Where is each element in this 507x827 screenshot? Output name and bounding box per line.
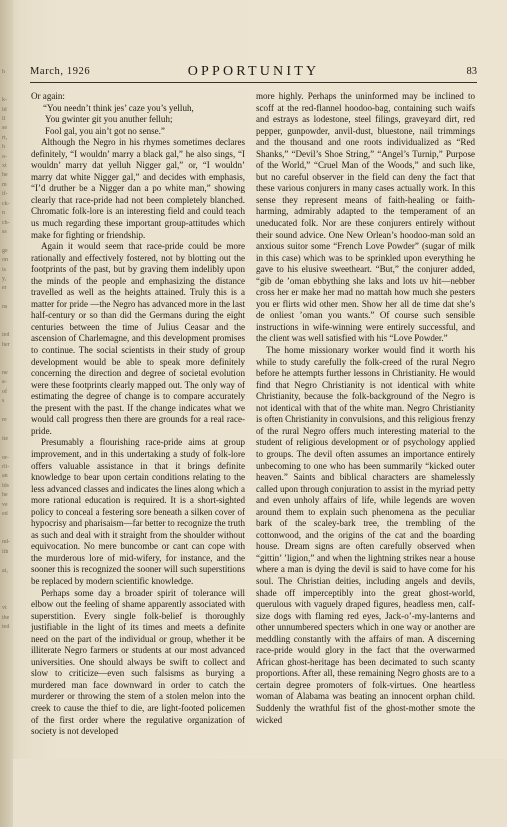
page-number: 83 <box>466 66 477 77</box>
gutter-fragment: se <box>2 125 7 132</box>
gutter-fragment: n <box>2 210 5 217</box>
paragraph: The home missionary worker would find it worth his while to study carefully the folk-creed of the rural Negro before he attempts further lessons in Christianity. He would find that Negro Christianity is not identical with white Christianity, because the folk-background of the Negro is not identical with that of the white man. Negro Christianity is often Christianity in convulsions, and this religious frenzy of the rural Negro offers much interesting material to the student of religious development or of psychology applied to groups. The devil often assumes an importance entirely unbecoming to one who has been summarily “kicked outer heaven.” Saints and biblical characters are shamelessly called upon through conjuration to assist in the myriad petty and even unholy affairs of life, while legends are woven around them to explain such phenomena as the peculiar bark of the scaley-bark tree, the trembling of the cottonwood, and the origins of the cat and the boarding house. Dream signs are often carefully observed when “gittin’ ’ligion,” and when the lightning strikes near a house where a man is dying the devil is said to have come for his soul. The Christian deities, including angels and devils, shade off imperceptibly into the great ghost-world, querulous with vaguely draped figures, headless men, calf-size dogs with flaming red eyes, Jack-o’-my-lanterns and other unnumbered specters which in one way or another are meddling constantly with the affairs of man. A discerning race-pride would glory in the fact that the overwarmed African ghost-heritage has been decimated to such scanty proportions. After all, these remaining Negro ghosts are to a certain degree promoters of folk-virtues. One heartless woman of Alabama was beating an innocent orphan child. Suddenly the wrathful fist of the ghost-mother smote the wicked <box>256 345 475 725</box>
gutter-fragment: rli- <box>2 464 10 471</box>
gutter-fragment: is <box>2 266 7 273</box>
gutter-fragment: of <box>2 388 7 395</box>
gutter-fragment <box>0 322 13 331</box>
gutter-fragment: an <box>2 473 8 480</box>
gutter-fragment <box>0 557 13 566</box>
previous-page-gutter <box>0 0 13 827</box>
paragraph: Perhaps some day a broader spirit of tolerance will elbow out the feeling of shame apparently associated with superstition. Every single folk-belief is thoroughly justifiable in the light of its times and meets a definite need on the part of the individual or group, whether it be illiterate Negro farmers or students at our most advanced universities. One should always be swift to collect and slow to criticize—even such falsisms as burying a murdered man face downward in order to catch the murderer or throwing the stem of a stolen melon into the creek to cause the thief to die, are light-footed policemen of the first order where the regulative organization of society is not developed <box>31 587 245 737</box>
gutter-fragment: ld <box>2 106 7 113</box>
gutter-fragment <box>0 425 13 434</box>
gutter-fragment: ll <box>2 116 6 123</box>
paragraph: Although the Negro in his rhymes sometimes declares definitely, “I wouldn’ marry a black gal,” he also sings, “I wouldn’ marry dat yelluh Nigger gal,” or, “I wouldn’ marry dat white Nigger gal,” and decides with emphasis, “I’d druther be a Nigger dan a po white man,” showing clearly that race-pride had not been completely blanched. Chromatic folk-lore is an interesting field and could teach us much regarding these important group-attitudes which make for fighting or friendship. <box>31 137 245 240</box>
verse-line: Fool gal, you ain’t got no sense.” <box>45 125 165 136</box>
verse-line: “You needn’t think jes’ caze you’s yelluh, <box>43 102 194 113</box>
gutter-fragment: ed <box>2 511 8 518</box>
gutter-fragment: m <box>2 181 7 188</box>
paragraph: Presumably a flourishing race-pride aims at group improvement, and in this undertaking a study of folk-lore offers valuable assistance in that it brings definite knowledge to bear upon certain conditions relating to the less advanced classes and indicates the lines along which a more rational education is required. It is a short-sighted policy to conceal a festering sore beneath a silken cover of hypocrisy and pharisaism—far better to recognize the truth as such and deal with it straight from the shoulder without equivocation. No mere buncombe or cant can cope with the murderous lore of mid-wifery, for instance, and the sooner this is recognized the sooner will such superstitions be replaced by modern scientific knowledge. <box>31 437 245 586</box>
gutter-fragment <box>0 444 13 453</box>
gutter-fragment: vt <box>2 605 7 612</box>
gutter-fragment <box>0 350 13 359</box>
gutter-fragment: a- <box>2 379 7 386</box>
gutter-fragment: ns <box>2 304 8 311</box>
issue-date: March, 1926 <box>30 66 91 77</box>
gutter-fragment: rt, <box>2 134 8 141</box>
gutter-fragment <box>0 294 13 303</box>
gutter-fragment: s <box>2 398 5 405</box>
gutter-fragment: if- <box>2 191 8 198</box>
gutter-fragment: k- <box>2 97 7 104</box>
gutter-fragment: ve <box>2 501 8 508</box>
gutter-fragment: ss <box>2 228 7 235</box>
gutter-fragment <box>0 313 13 322</box>
gutter-fragment <box>0 576 13 585</box>
right-column <box>256 91 475 726</box>
header-rule <box>30 82 477 83</box>
gutter-fragment: ted <box>2 623 10 630</box>
gutter-fragment: re <box>2 417 7 424</box>
paragraph: Again it would seem that race-pride could be more rationally and effectively fostered, not by blotting out the footprints of the past, but by graving them indelibly upon the minds of the people and emphasizing the distance travelled as well as the heights attained. Truly this is a matter for pride —the Negro has advanced more in the last half-century or so than did the Germans during the eight centuries between the time of Julius Ceasar and the ascension of Charlemagne, and this development promises to continue. The social scientists in their study of group development would be able to speak more definitely concerning the direction and degree of societal evolution were these footprints clearly mapped out. The only way of estimating the degree of change is to compare accurately the present with the past. If the change indicates what we would call progress then there are grounds for a real race-pride. <box>31 241 245 436</box>
gutter-fragment <box>0 77 13 86</box>
gutter-fragment: ied <box>2 332 10 339</box>
gutter-fragment: y, <box>2 275 7 282</box>
gutter-fragment: he <box>2 172 8 179</box>
gutter-fragment: her <box>2 341 10 348</box>
paragraph: more highly. Perhaps the uninformed may be inclined to scoff at the red-flannel hoodoo-bag, containing such waifs and estrays as lodestone, steel filings, graveyard dirt, red pepper, gunpowder, anvil-dust, bluestone, nail trimmings and the thousand and one roots individualized as “Red Shanks,” “Devil’s Shoe String,” “Angel’s Turnip,” Purpose of the World,” “Cruel Man of the Woods,” and such like, but no careful observer in the field can deny the fact that these various conjurers in many cases actually work. In this sense they represent means of faith-healing or faith-harming, admirably adapted to the temperament of an uneducated folk. Nor are these conjurers entirely without their sound advice. One New Orlean’s hoodoo-man sold an anxious suitor some “French Love Powder” (sugar of milk in this case) which was to be sprinkled upon everything he gave to his elusive sweetheart. “But,” the conjurer added, “gib de ’oman ebbything she laks and lots uv hit—nebber cross her er make her mad no mattah how much she pesters you er flirts wid other men. Show her all de time dat she’s de onliest ’oman you wants.” Of course such sensible instructions in wife-winning were entirely successful, and the client was well satisfied with his “Love Powder.” <box>256 91 475 344</box>
gutter-fragment: he <box>2 492 8 499</box>
gutter-fragment <box>0 237 13 246</box>
verse-line: You gwinter git you anuther felluh; <box>45 114 173 125</box>
gutter-fragment: ite <box>2 435 8 442</box>
gutter-fragment <box>0 585 13 594</box>
gutter-fragment <box>0 407 13 416</box>
magazine-title: OPPORTUNITY <box>187 64 320 79</box>
gutter-fragment: h <box>2 69 5 75</box>
gutter-fragment: ch- <box>2 219 10 226</box>
gutter-fragment: ith <box>2 548 9 555</box>
gutter-fragment: on <box>2 257 8 264</box>
gutter-fragment <box>0 87 13 96</box>
gutter-fragment: h <box>2 144 5 151</box>
left-column <box>31 91 245 738</box>
gutter-fragment <box>0 529 13 538</box>
gutter-fragment <box>0 520 13 529</box>
running-header <box>30 64 477 80</box>
gutter-fragment: lds <box>2 482 10 489</box>
gutter-fragment: ge <box>2 247 8 254</box>
gutter-fragment: nd- <box>2 539 10 546</box>
gutter-fragment: xt <box>2 163 7 170</box>
gutter-fragment: ck- <box>2 200 10 207</box>
gutter-fragment: o- <box>2 153 7 160</box>
gutter-fragment: er <box>2 285 7 292</box>
gutter-fragment <box>0 595 13 604</box>
gutter-fragment: the <box>2 614 10 621</box>
gutter-fragment: or- <box>2 454 9 461</box>
gutter-fragment: at, <box>2 567 8 574</box>
intro-line: Or again: <box>31 91 65 101</box>
gutter-fragment <box>0 360 13 369</box>
verse-block <box>31 103 245 138</box>
gutter-fragment: ne <box>2 370 8 376</box>
